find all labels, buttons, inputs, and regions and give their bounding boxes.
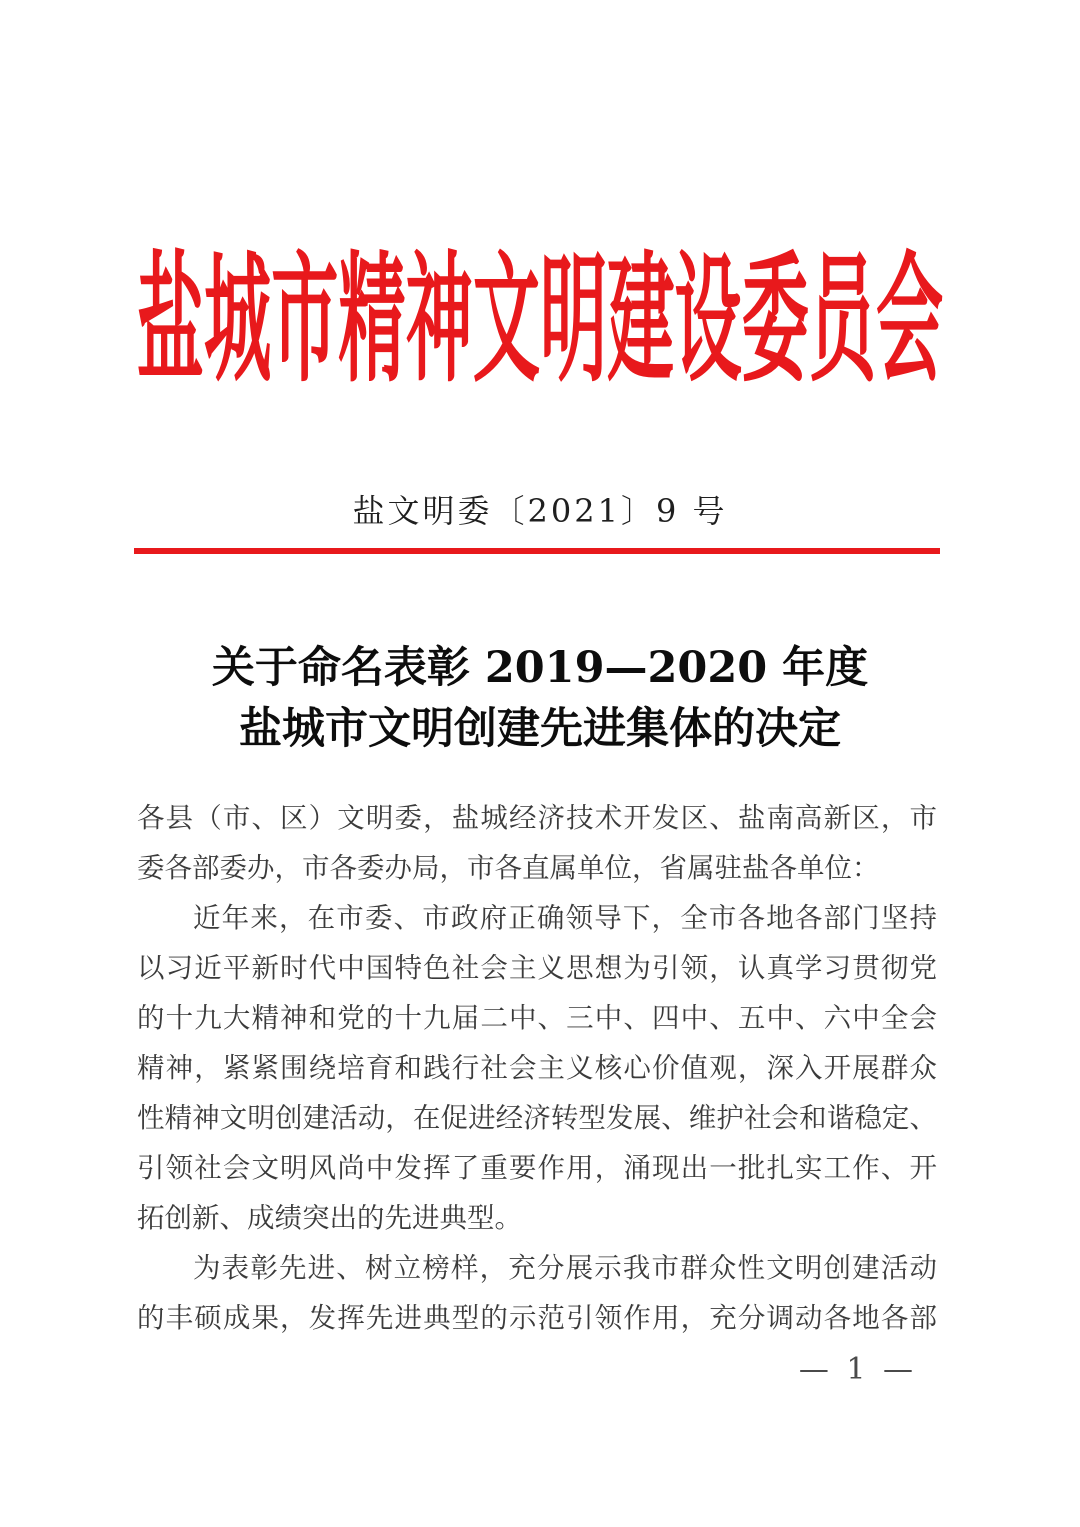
document-title-line-1: 关于命名表彰 2019—2020 年度 [211, 643, 869, 693]
body-line: 精神，紧紧围绕培育和践行社会主义核心价值观，深入开展群众 [137, 1052, 937, 1084]
body-line: 委各部委办，市各委办局，市各直属单位，省属驻盐各单位： [137, 852, 880, 884]
body-line: 的丰硕成果，发挥先进典型的示范引领作用，充分调动各地各部 [137, 1302, 937, 1334]
body-paragraph [137, 893, 937, 1243]
body-paragraph [137, 1243, 937, 1343]
document-title [0, 638, 1080, 760]
body-line: 的十九大精神和党的十九届二中、三中、四中、五中、六中全会 [137, 1002, 937, 1034]
letterhead-org-title: 盐城市精神文明建设委员会 [136, 238, 944, 402]
document-body [137, 793, 937, 1343]
body-line: 以习近平新时代中国特色社会主义思想为引领，认真学习贯彻党 [137, 952, 937, 984]
letterhead-divider-rule [134, 548, 940, 554]
body-paragraph [137, 793, 937, 893]
body-line: 近年来，在市委、市政府正确领导下，全市各地各部门坚持 [193, 902, 937, 934]
document-number: 盐文明委〔2021〕9 号 [352, 492, 728, 530]
body-line: 引领社会文明风尚中发挥了重要作用，涌现出一批扎实工作、开 [137, 1152, 937, 1184]
body-line: 各县（市、区）文明委，盐城经济技术开发区、盐南高新区，市 [137, 802, 937, 834]
body-line: 性精神文明创建活动，在促进经济转型发展、维护社会和谐稳定、 [137, 1102, 937, 1134]
body-line: 为表彰先进、树立榜样，充分展示我市群众性文明创建活动 [193, 1252, 937, 1284]
document-title-line-2: 盐城市文明创建先进集体的决定 [239, 704, 841, 754]
letterhead [0, 238, 1080, 402]
page-number: — 1 — [798, 1352, 917, 1387]
body-line: 拓创新、成绩突出的先进典型。 [137, 1202, 522, 1234]
